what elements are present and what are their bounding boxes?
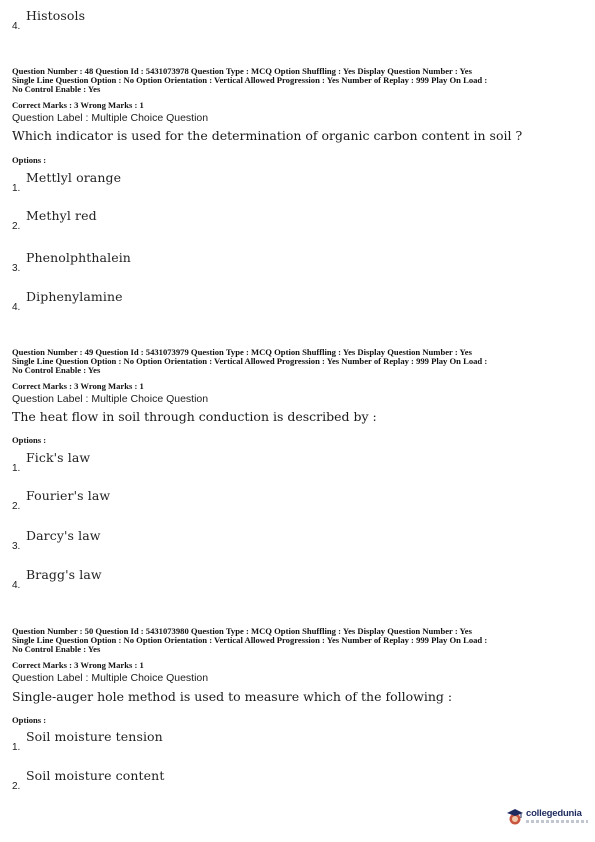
- options-heading: Options :: [12, 715, 47, 725]
- question-label: Question Label : Multiple Choice Question: [12, 112, 209, 124]
- question-meta-line3: No Control Enable : Yes: [12, 365, 101, 375]
- question-marks: Correct Marks : 3 Wrong Marks : 1: [12, 660, 144, 670]
- option-number: 3.: [12, 263, 21, 274]
- option-number: 1.: [12, 742, 21, 753]
- option-text: Diphenylamine: [26, 289, 123, 304]
- option-number: 2.: [12, 221, 21, 232]
- question-text: The heat flow in soil through conduction is described by :: [12, 409, 377, 424]
- graduate-cap-icon: [506, 807, 524, 827]
- brand-tagline-decoration: [526, 820, 588, 823]
- question-label: Question Label : Multiple Choice Question: [12, 393, 209, 405]
- question-meta-line3: No Control Enable : Yes: [12, 84, 101, 94]
- option-1[interactable]: [12, 170, 572, 194]
- option-1[interactable]: [12, 450, 572, 474]
- brand-name: collegedunia: [526, 808, 582, 819]
- option-text: Histosols: [26, 8, 86, 23]
- question-meta-line3: No Control Enable : Yes: [12, 644, 101, 654]
- option-4[interactable]: [12, 289, 572, 313]
- option-4[interactable]: [12, 567, 572, 591]
- question-meta-line2: Single Line Question Option : No Option Orientation : Vertical Allowed Progression : Yes Number of Replay : 999 Play On Load :: [12, 635, 488, 645]
- option-number: 4.: [12, 302, 21, 313]
- options-heading: Options :: [12, 435, 47, 445]
- question-meta-line2: Single Line Question Option : No Option Orientation : Vertical Allowed Progression : Yes Number of Replay : 999 Play On Load :: [12, 75, 488, 85]
- question-text: Which indicator is used for the determination of organic carbon content in soil ?: [12, 128, 523, 143]
- prev-option-4[interactable]: [12, 8, 572, 32]
- option-text: Bragg's law: [26, 567, 102, 582]
- option-number: 1.: [12, 463, 21, 474]
- option-text: Soil moisture content: [26, 768, 165, 783]
- option-text: Mettlyl orange: [26, 170, 122, 185]
- option-text: Methyl red: [26, 208, 97, 223]
- option-3[interactable]: [12, 528, 572, 552]
- option-number: 1.: [12, 183, 21, 194]
- option-text: Fourier's law: [26, 488, 111, 503]
- option-number: 3.: [12, 541, 21, 552]
- option-1[interactable]: [12, 729, 572, 753]
- option-number: 4.: [12, 580, 21, 591]
- question-meta-line2: Single Line Question Option : No Option Orientation : Vertical Allowed Progression : Yes Number of Replay : 999 Play On Load :: [12, 356, 488, 366]
- option-2[interactable]: [12, 208, 572, 232]
- options-heading: Options :: [12, 155, 47, 165]
- question-text: Single-auger hole method is used to measure which of the following :: [12, 689, 453, 704]
- option-text: Darcy's law: [26, 528, 101, 543]
- question-meta-line1: Question Number : 49 Question Id : 5431073979 Question Type : MCQ Option Shuffling : Yes Display Question Number : Yes: [12, 347, 472, 357]
- question-marks: Correct Marks : 3 Wrong Marks : 1: [12, 381, 144, 391]
- question-meta-line1: Question Number : 50 Question Id : 5431073980 Question Type : MCQ Option Shuffling : Yes Display Question Number : Yes: [12, 626, 472, 636]
- question-marks: Correct Marks : 3 Wrong Marks : 1: [12, 100, 144, 110]
- option-text: Fick's law: [26, 450, 91, 465]
- option-2[interactable]: [12, 488, 572, 512]
- option-number: 2.: [12, 781, 21, 792]
- option-text: Soil moisture tension: [26, 729, 163, 744]
- question-meta-line1: Question Number : 48 Question Id : 5431073978 Question Type : MCQ Option Shuffling : Yes Display Question Number : Yes: [12, 66, 472, 76]
- collegedunia-logo[interactable]: [504, 805, 590, 833]
- option-number: 4.: [12, 21, 21, 32]
- question-label: Question Label : Multiple Choice Question: [12, 672, 209, 684]
- option-text: Phenolphthalein: [26, 250, 131, 265]
- option-2[interactable]: [12, 768, 572, 792]
- option-3[interactable]: [12, 250, 572, 274]
- option-number: 2.: [12, 501, 21, 512]
